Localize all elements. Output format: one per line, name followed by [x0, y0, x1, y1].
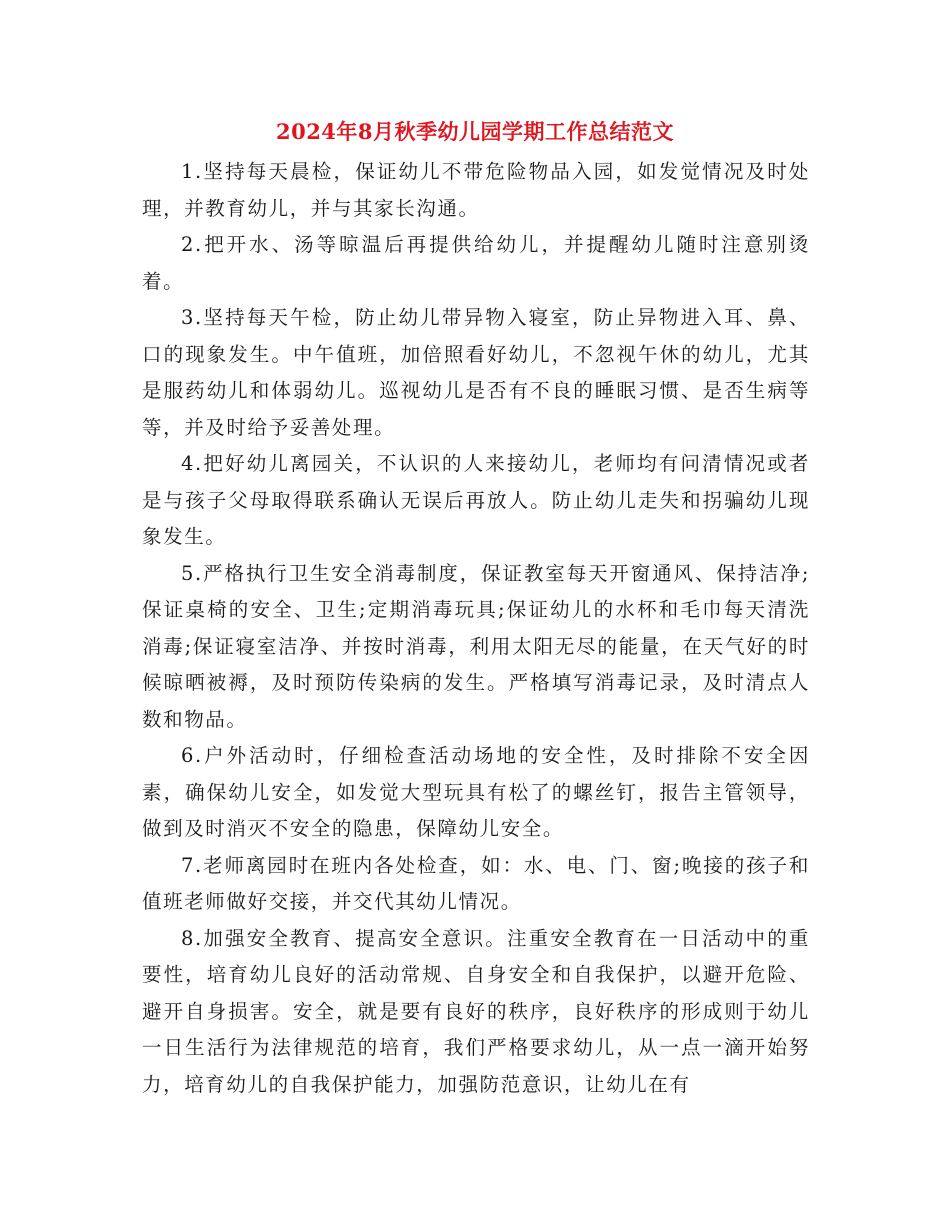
paragraph-6: 6.户外活动时，仔细检查活动场地的安全性，及时排除不安全因素，确保幼儿安全，如发觉大型玩具有松了的螺丝钉，报告主管领导，做到及时消灭不安全的隐患，保障幼儿安全。	[142, 744, 810, 840]
paragraph-3: 3.坚持每天午检，防止幼儿带异物入寝室，防止异物进入耳、鼻、口的现象发生。中午值班，加倍照看好幼儿，不忽视午休的幼儿，尤其是服药幼儿和体弱幼儿。巡视幼儿是否有不良的睡眠习惯、是否生病等等，并及时给予妥善处理。	[142, 306, 810, 439]
document-body	[142, 154, 810, 1103]
paragraph-5: 5.严格执行卫生安全消毒制度，保证教室每天开窗通风、保持洁净;保证桌椅的安全、卫生;定期消毒玩具;保证幼儿的水杯和毛巾每天清洗消毒;保证寝室洁净、并按时消毒，利用太阳无尽的能量，在天气好的时候晾晒被褥，及时预防传染病的发生。严格填写消毒记录，及时清点人数和物品。	[142, 561, 810, 731]
paragraph-4: 4.把好幼儿离园关，不认识的人来接幼儿，老师均有问清情况或者是与孩子父母取得联系确认无误后再放人。防止幼儿走失和拐骗幼儿现象发生。	[142, 452, 810, 548]
paragraph-8: 8.加强安全教育、提高安全意识。注重安全教育在一日活动中的重要性，培育幼儿良好的活动常规、自身安全和自我保护，以避开危险、避开自身损害。安全，就是要有良好的秩序，良好秩序的形成则于幼儿一日生活行为法律规范的培育，我们严格要求幼儿，从一点一滴开始努力，培育幼儿的自我保护能力，加强防范意识，让幼儿在有	[142, 926, 810, 1096]
paragraph-1: 1.坚持每天晨检，保证幼儿不带危险物品入园，如发觉情况及时处理，并教育幼儿，并与其家长沟通。	[142, 160, 810, 220]
paragraph-2: 2.把开水、汤等晾温后再提供给幼儿，并提醒幼儿随时注意别烫着。	[142, 233, 810, 293]
document-title: 2024年8月秋季幼儿园学期工作总结范文	[275, 119, 675, 144]
paragraph-7: 7.老师离园时在班内各处检查，如：水、电、门、窗;晚接的孩子和值班老师做好交接，并交代其幼儿情况。	[142, 853, 810, 913]
